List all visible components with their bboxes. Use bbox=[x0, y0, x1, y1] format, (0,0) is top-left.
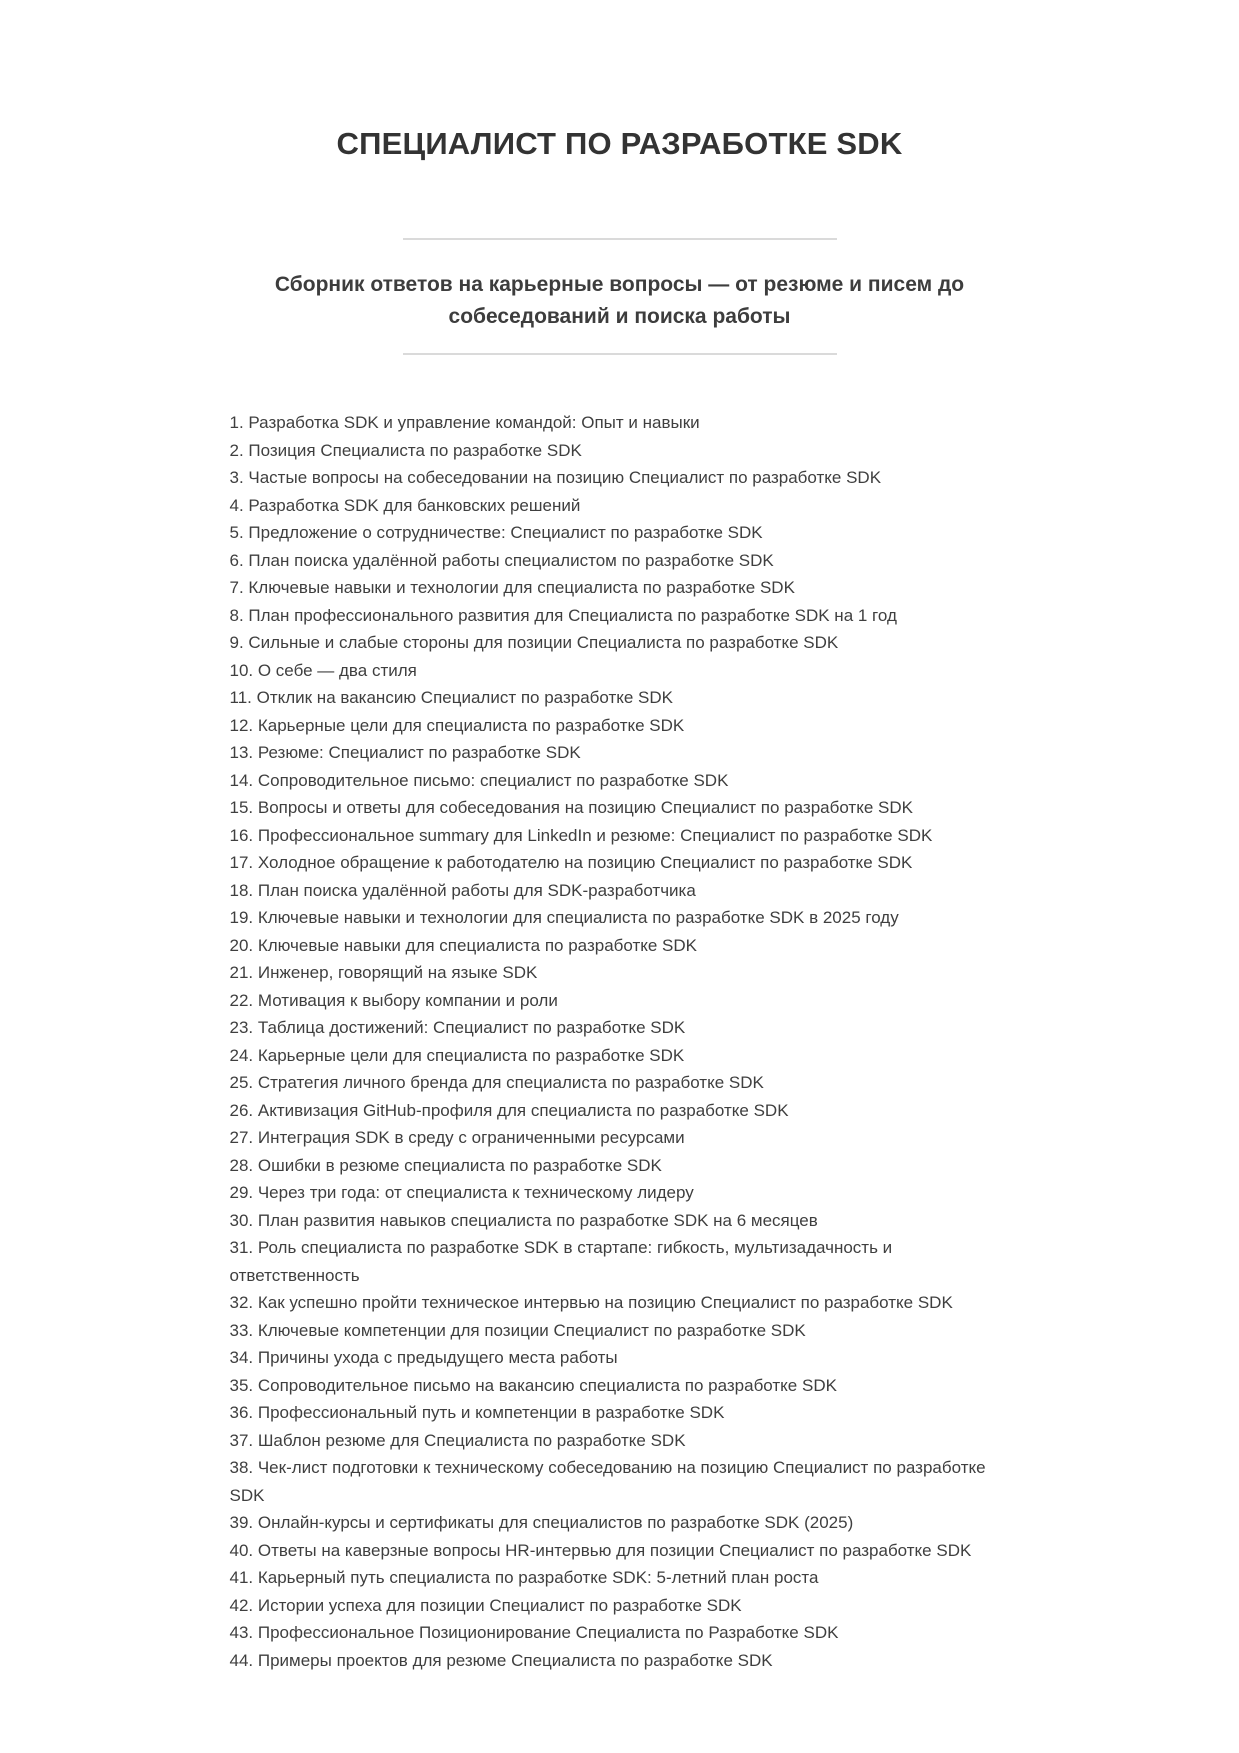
toc-item: 23. Таблица достижений: Специалист по разработке SDK bbox=[229, 1018, 686, 1037]
toc-item: 9. Сильные и слабые стороны для позиции Специалиста по разработке SDK bbox=[229, 633, 839, 652]
page-title: СПЕЦИАЛИСТ ПО РАЗРАБОТКЕ SDK bbox=[336, 126, 903, 161]
toc-item: 21. Инженер, говорящий на языке SDK bbox=[229, 963, 538, 982]
page-subtitle: Сборник ответов на карьерные вопросы — от резюме и писем до собеседований и поиска работы bbox=[274, 273, 965, 328]
toc-item: 22. Мотивация к выбору компании и роли bbox=[229, 990, 558, 1010]
toc-item: 39. Онлайн-курсы и сертификаты для специалистов по разработке SDK (2025) bbox=[229, 1513, 854, 1532]
toc-item: 3. Частые вопросы на собеседовании на позицию Специалист по разработке SDK bbox=[229, 468, 882, 487]
toc-item: 38. Чек-лист подготовки к техническому собеседованию на позицию Специалист по разработке SDK bbox=[229, 1458, 986, 1505]
toc-item: 7. Ключевые навыки и технологии для специалиста по разработке SDK bbox=[229, 578, 795, 597]
toc-item: 15. Вопросы и ответы для собеседования на позицию Специалист по разработке SDK bbox=[229, 798, 913, 817]
toc-item: 41. Карьерный путь специалиста по разработке SDK: 5-летний план роста bbox=[229, 1568, 819, 1587]
toc-item: 37. Шаблон резюме для Специалиста по разработке SDK bbox=[229, 1430, 686, 1450]
toc-item: 2. Позиция Специалиста по разработке SDK bbox=[229, 440, 582, 460]
toc-item: 16. Профессиональное summary для LinkedIn и резюме: Специалист по разработке SDK bbox=[229, 825, 933, 845]
toc-item: 14. Сопроводительное письмо: специалист по разработке SDK bbox=[229, 770, 729, 790]
toc-item: 40. Ответы на каверзные вопросы HR-интервью для позиции Специалист по разработке SDK bbox=[229, 1540, 972, 1560]
toc-item: 34. Причины ухода с предыдущего места работы bbox=[229, 1348, 618, 1367]
toc-item: 12. Карьерные цели для специалиста по разработке SDK bbox=[229, 715, 685, 735]
toc-item: 33. Ключевые компетенции для позиции Специалист по разработке SDK bbox=[229, 1320, 806, 1340]
toc-list bbox=[230, 409, 1010, 1674]
toc-item: 19. Ключевые навыки и технологии для специалиста по разработке SDK в 2025 году bbox=[229, 908, 899, 927]
toc-item: 18. План поиска удалённой работы для SDK-разработчика bbox=[229, 880, 696, 900]
toc-item: 42. Истории успеха для позиции Специалист по разработке SDK bbox=[229, 1595, 742, 1615]
toc-item: 4. Разработка SDK для банковских решений bbox=[229, 495, 581, 515]
toc-item: 44. Примеры проектов для резюме Специалиста по разработке SDK bbox=[229, 1650, 773, 1670]
toc-item: 28. Ошибки в резюме специалиста по разработке SDK bbox=[229, 1155, 662, 1175]
toc-item: 26. Активизация GitHub-профиля для специалиста по разработке SDK bbox=[229, 1100, 789, 1120]
toc-item: 32. Как успешно пройти техническое интервью на позицию Специалист по разработке SDK bbox=[229, 1293, 953, 1312]
toc-item: 35. Сопроводительное письмо на вакансию специалиста по разработке SDK bbox=[229, 1375, 837, 1395]
toc-item: 10. О себе — два стиля bbox=[229, 660, 417, 680]
toc-item: 8. План профессионального развития для Специалиста по разработке SDK на 1 год bbox=[229, 605, 897, 625]
toc-item: 36. Профессиональный путь и компетенции в разработке SDK bbox=[229, 1403, 725, 1422]
divider-top bbox=[403, 238, 837, 240]
toc-item: 11. Отклик на вакансию Специалист по разработке SDK bbox=[229, 688, 674, 707]
toc-item: 20. Ключевые навыки для специалиста по разработке SDK bbox=[229, 935, 698, 955]
toc-item: 30. План развития навыков специалиста по разработке SDK на 6 месяцев bbox=[229, 1210, 818, 1230]
toc-item: 27. Интеграция SDK в среду с ограниченными ресурсами bbox=[229, 1128, 685, 1147]
toc-item: 1. Разработка SDK и управление командой: Опыт и навыки bbox=[229, 413, 700, 432]
toc-item: 31. Роль специалиста по разработке SDK в стартапе: гибкость, мультизадачность и ответственность bbox=[229, 1238, 893, 1285]
toc-item: 24. Карьерные цели для специалиста по разработке SDK bbox=[229, 1045, 685, 1065]
divider-bottom bbox=[403, 353, 837, 355]
toc-item: 5. Предложение о сотрудничестве: Специалист по разработке SDK bbox=[229, 523, 763, 542]
document-page bbox=[230, 0, 1010, 1674]
toc-item: 17. Холодное обращение к работодателю на позицию Специалист по разработке SDK bbox=[229, 853, 913, 872]
toc-item: 13. Резюме: Специалист по разработке SDK bbox=[229, 743, 581, 762]
toc-item: 29. Через три года: от специалиста к техническому лидеру bbox=[229, 1183, 694, 1202]
toc-item: 43. Профессиональное Позиционирование Специалиста по Разработке SDK bbox=[229, 1623, 839, 1642]
toc-item: 6. План поиска удалённой работы специалистом по разработке SDK bbox=[229, 550, 774, 570]
toc-item: 25. Стратегия личного бренда для специалиста по разработке SDK bbox=[229, 1073, 764, 1092]
